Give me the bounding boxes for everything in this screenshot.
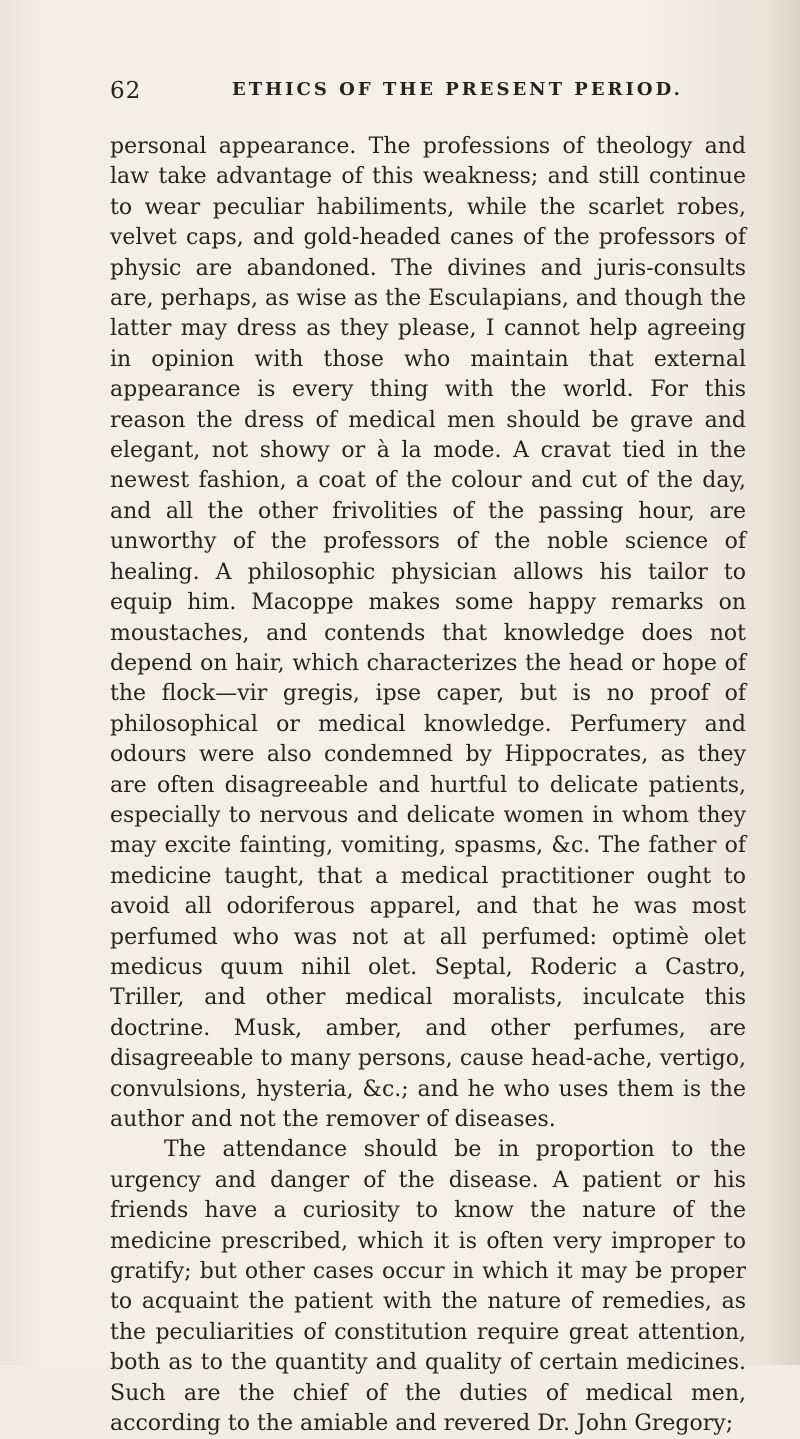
page-number: 62 [110, 78, 142, 104]
page-header [110, 78, 742, 108]
running-head: ETHICS OF THE PRESENT PERIOD. [232, 79, 683, 100]
body-text [110, 132, 746, 1439]
paragraph-1: personal appearance. The professions of theology and law take advantage of this weakness; and still continue to wear peculiar habiliments, while the scarlet robes, velvet caps, and gold-headed canes of the professors of physic are abandoned. The divines and juris-consults are, perhaps, as wise as the Esculapians, and though the latter may dress as they please, I cannot help agreeing in opinion with those who maintain that external appearance is every thing with the world. For this reason the dress of medical men should be grave and elegant, not showy or à la mode. A cravat tied in the newest fashion, a coat of the colour and cut of the day, and all the other frivolities of the passing hour, are unworthy of the professors of the noble science of healing. A philosophic physician allows his tailor to equip him. Macoppe makes some happy remarks on moustaches, and contends that knowledge does not depend on hair, which characterizes the head or hope of the flock—vir gregis, ipse caper, but is no proof of philosophical or medical knowledge. Perfumery and odours were also condemned by Hippocrates, as they are often disagreeable and hurtful to delicate patients, especially to nervous and delicate women in whom they may excite fainting, vomiting, spasms, &c. The father of medicine taught, that a medical practitioner ought to avoid all odoriferous apparel, and that he was most perfumed who was not at all perfumed: optimè olet medicus quum nihil olet. Septal, Roderic a Castro, Triller, and other medical moralists, inculcate this doctrine. Musk, amber, and other perfumes, are disagreeable to many persons, cause head-ache, vertigo, convulsions, hysteria, &c.; and he who uses them is the author and not the remover of diseases. [110, 134, 746, 1132]
paragraph-2: The attendance should be in proportion to the urgency and danger of the disease. A patient or his friends have a curiosity to know the nature of the medicine prescribed, which it is often very improper to gratify; but other cases occur in which it may be proper to acquaint the patient with the nature of remedies, as the peculiarities of constitution require great attention, both as to the quantity and quality of certain medicines. Such are the chief of the duties of medical men, according to the amiable and revered Dr. John Gregory; [110, 1137, 746, 1437]
